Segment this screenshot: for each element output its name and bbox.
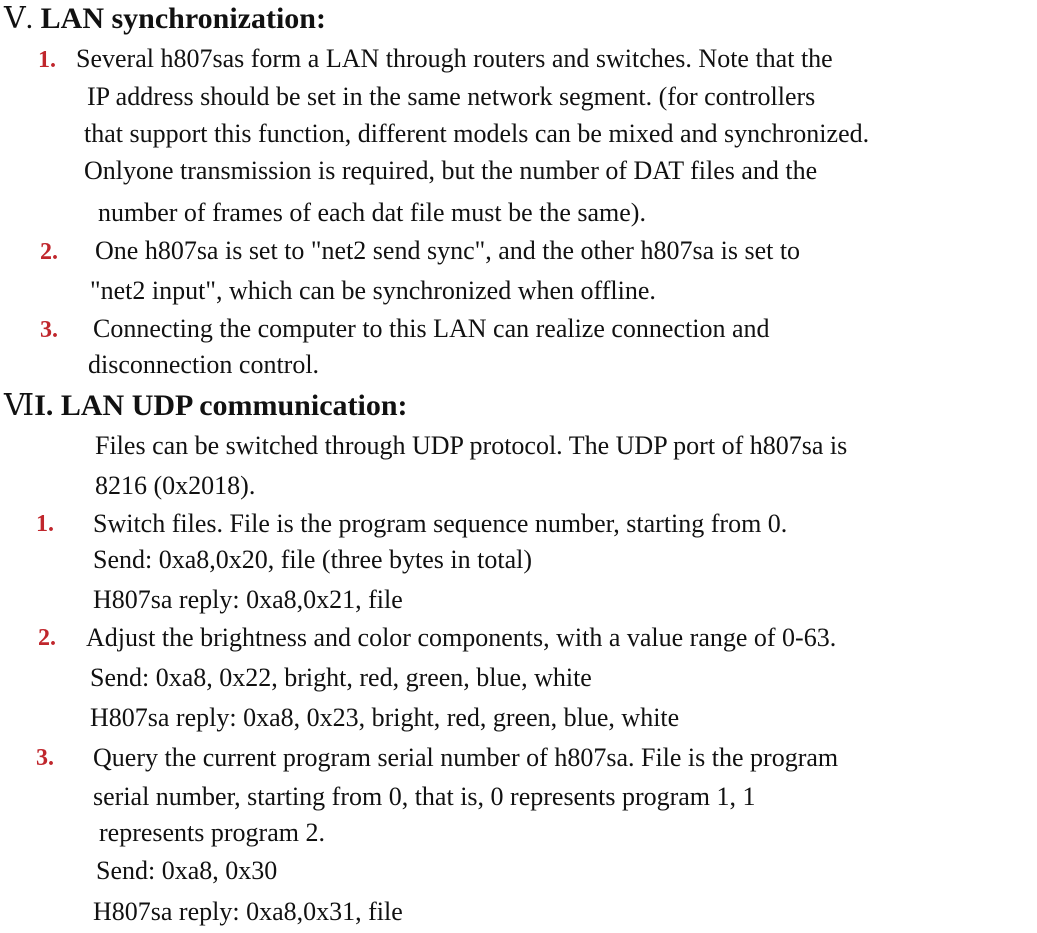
paragraph-line: H807sa reply: 0xa8, 0x23, bright, red, green, blue, white xyxy=(90,703,680,732)
paragraph-line: Connecting the computer to this LAN can realize connection and xyxy=(93,314,770,343)
paragraph-line: Several h807sas form a LAN through routers and switches. Note that the xyxy=(76,44,833,73)
paragraph-line: Switch files. File is the program sequence number, starting from 0. xyxy=(93,509,788,538)
paragraph-line: Adjust the brightness and color components, with a value range of 0-63. xyxy=(86,623,837,652)
paragraph-line: serial number, starting from 0, that is, 0 represents program 1, 1 xyxy=(93,782,756,811)
paragraph-line: represents program 2. xyxy=(99,818,325,847)
intro-line: Files can be switched through UDP protocol. The UDP port of h807sa is xyxy=(95,431,848,460)
item-number: 1. xyxy=(38,47,56,73)
paragraph-line: H807sa reply: 0xa8,0x31, file xyxy=(93,897,403,926)
section-5-roman-numeral: Ⅴ. xyxy=(4,2,34,35)
item-number: 2. xyxy=(40,239,58,265)
paragraph-line: Query the current program serial number of h807sa. File is the program xyxy=(93,743,839,772)
section-6-heading xyxy=(4,389,408,423)
section-6-roman-numeral: Ⅵ xyxy=(4,389,35,422)
paragraph-line: "net2 input", which can be synchronized when offline. xyxy=(90,276,656,305)
intro-line: 8216 (0x2018). xyxy=(95,471,256,500)
paragraph-line: disconnection control. xyxy=(88,350,320,379)
paragraph-line: IP address should be set in the same network segment. (for controllers xyxy=(87,82,816,111)
paragraph-line: Send: 0xa8, 0x22, bright, red, green, blue, white xyxy=(90,663,592,692)
item-number: 1. xyxy=(36,511,54,537)
paragraph-line: Onlyone transmission is required, but the number of DAT files and the xyxy=(84,156,818,185)
section-5-heading xyxy=(4,2,326,36)
paragraph-line: Send: 0xa8, 0x30 xyxy=(96,856,278,885)
paragraph-line: Send: 0xa8,0x20, file (three bytes in total) xyxy=(93,545,533,574)
item-number: 3. xyxy=(36,745,54,771)
section-5-title: LAN synchronization: xyxy=(40,2,326,35)
paragraph-line: H807sa reply: 0xa8,0x21, file xyxy=(93,585,403,614)
item-number: 2. xyxy=(38,625,56,651)
paragraph-line: number of frames of each dat file must be the same). xyxy=(98,198,646,227)
item-number: 3. xyxy=(40,317,58,343)
paragraph-line: One h807sa is set to "net2 send sync", and the other h807sa is set to xyxy=(95,236,801,265)
section-6-title: I. LAN UDP communication: xyxy=(34,389,408,422)
paragraph-line: that support this function, different models can be mixed and synchronized. xyxy=(84,119,870,148)
